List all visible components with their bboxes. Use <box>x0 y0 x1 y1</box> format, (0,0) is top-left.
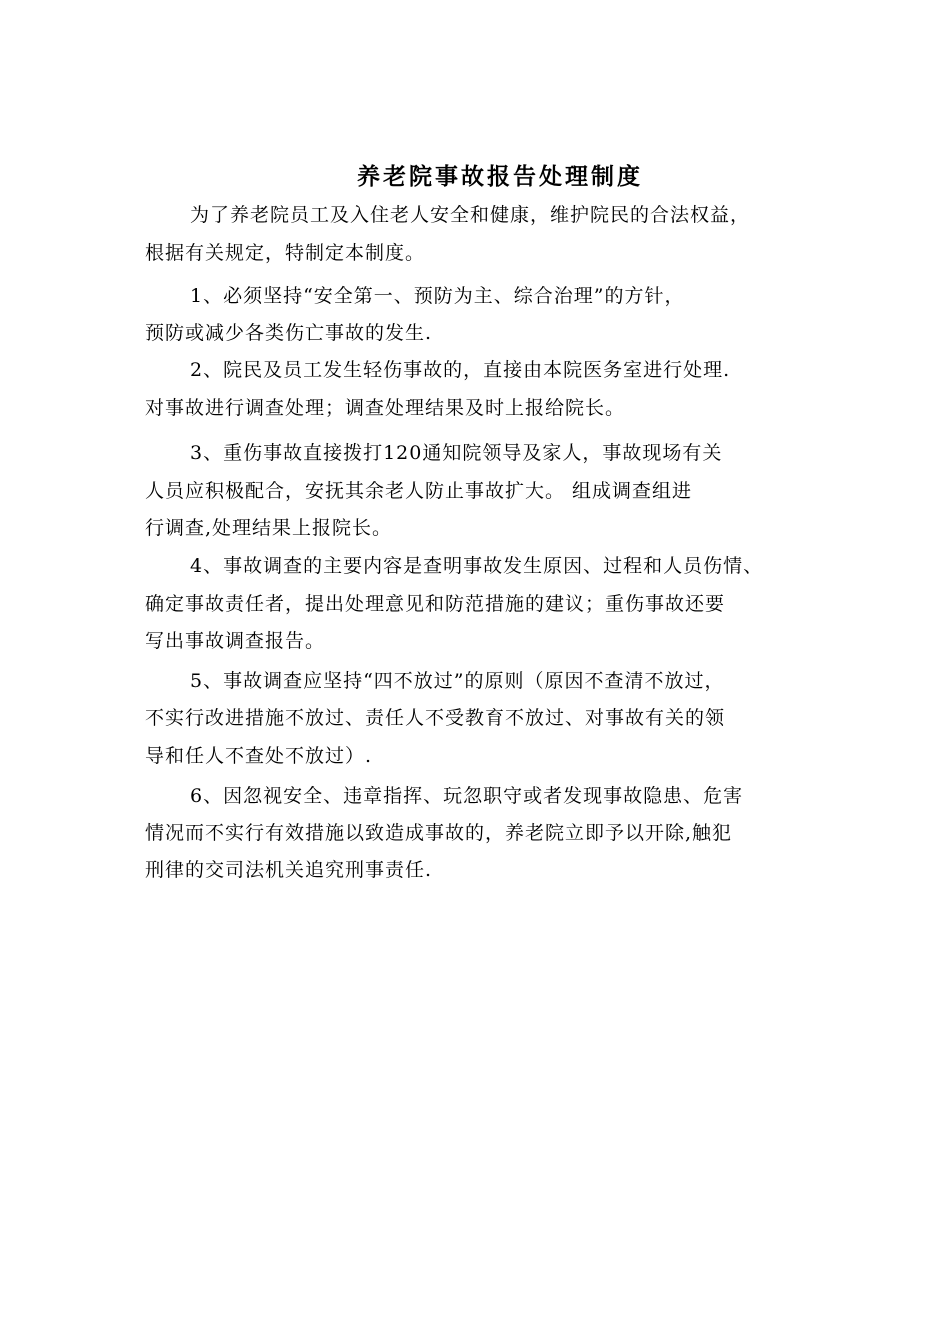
paragraph-line: 6、因忽视安全、违章指挥、玩忽职守或者发现事故隐患、危害 <box>190 785 744 807</box>
paragraph-line: 1、必须坚持“安全第一、预防为主、综合治理”的方针， <box>190 285 685 307</box>
paragraph-line: 预防或减少各类伤亡事故的发生. <box>145 322 433 344</box>
paragraph-line: 确定事故责任者，提出处理意见和防范措施的建议；重伤事故还要 <box>145 593 726 615</box>
paragraph-line: 行调查,处理结果上报院长。 <box>145 517 393 539</box>
document-title: 养老院事故报告处理制度 <box>357 163 643 190</box>
paragraph-line: 3、重伤事故直接拨打120通知院领导及家人，事故现场有关 <box>190 442 723 464</box>
paragraph-line: 2、院民及员工发生轻伤事故的，直接由本院医务室进行处理. <box>190 359 731 381</box>
paragraph-line: 刑律的交司法机关追究刑事责任. <box>145 859 433 881</box>
paragraph-line: 为了养老院员工及入住老人安全和健康，维护院民的合法权益， <box>190 204 751 226</box>
paragraph-line: 5、事故调查应坚持“四不放过”的原则（原因不查清不放过， <box>190 670 725 692</box>
paragraph-line: 对事故进行调查处理；调查处理结果及时上报给院长。 <box>145 397 626 419</box>
paragraph-line: 人员应积极配合，安抚其余老人防止事故扩大。 组成调查组进 <box>145 480 693 502</box>
paragraph-line: 导和任人不查处不放过）. <box>145 745 373 767</box>
paragraph-line: 4、事故调查的主要内容是查明事故发生原因、过程和人员伤情、 <box>190 555 764 577</box>
paragraph-line: 根据有关规定，特制定本制度。 <box>145 242 426 264</box>
paragraph-line: 写出事故调查报告。 <box>145 630 326 652</box>
paragraph-line: 情况而不实行有效措施以致造成事故的，养老院立即予以开除,触犯 <box>145 822 733 844</box>
paragraph-line: 不实行改进措施不放过、责任人不受教育不放过、对事故有关的领 <box>145 707 726 729</box>
